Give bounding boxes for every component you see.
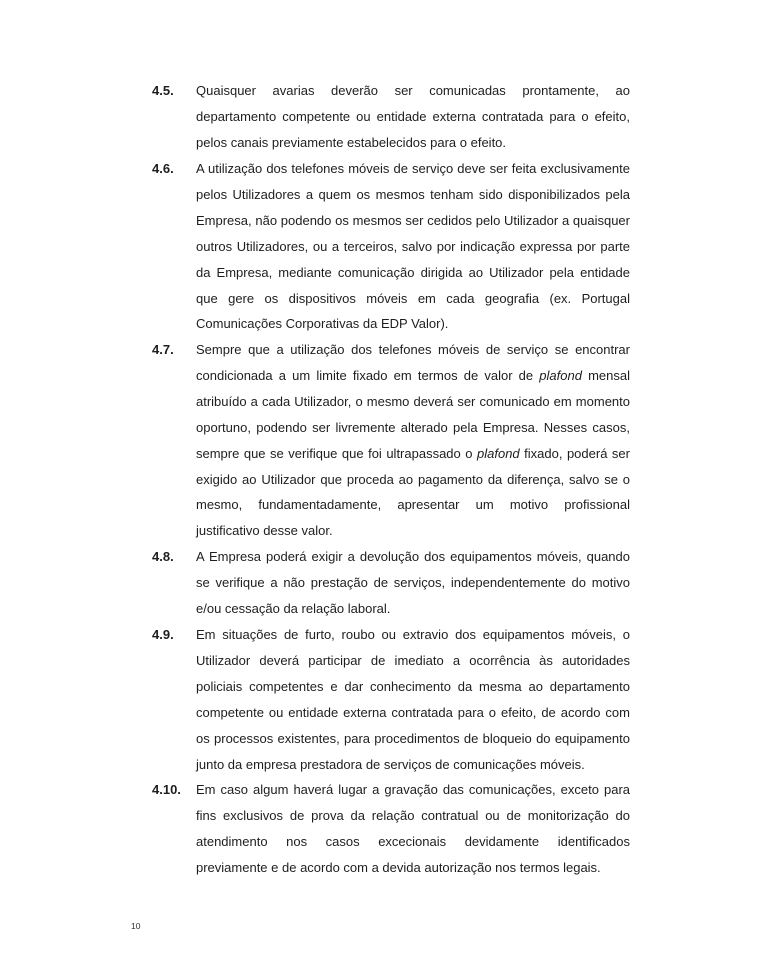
page-number: 10 <box>131 921 141 931</box>
clause-text-part: mensal atribuído a cada Utilizador, o mesmo deverá ser comunicado em momento oportuno, podendo ser livremente alterado pela Empresa. Nesses casos, sempre que se verifique que foi ultrapassado o <box>196 367 630 461</box>
clause-number: 4.8. <box>152 549 174 564</box>
clause-text: A utilização dos telefones móveis de serviço deve ser feita exclusivamente pelos Utilizadores a quem os mesmos tenham sido disponibilizados pela Empresa, não podendo os mesmos ser cedidos pelo Utilizador a quaisquer outros Utilizadores, ou a terceiros, salvo por indicação expressa por parte da Empresa, mediante comunicação dirigida ao Utilizador pela entidade que gere os dispositivos móveis em cada geografia (ex. Portugal Comunicações Corporativas da EDP Valor). <box>196 161 630 332</box>
clause-text: Em situações de furto, roubo ou extravio dos equipamentos móveis, o Utilizador deverá participar de imediato a ocorrência às autoridades policiais competentes e dar conhecimento da mesma ao departamento competente ou entidade externa contratada para o efeito, de acordo com os processos existentes, para procedimentos de bloqueio do equipamento junto da empresa prestadora de serviços de comunicações móveis. <box>196 627 630 772</box>
emphasis-term: plafond <box>477 445 520 461</box>
clause-number: 4.7. <box>152 342 174 357</box>
clause-text <box>196 337 630 544</box>
clause-text: Quaisquer avarias deverão ser comunicadas prontamente, ao departamento competente ou entidade externa contratada para o efeito, pelos canais previamente estabelecidos para o efeito. <box>196 83 630 150</box>
clause-number: 4.9. <box>152 627 174 642</box>
clause-number: 4.5. <box>152 83 174 98</box>
clause-number: 4.6. <box>152 161 174 176</box>
clause-text-part: Sempre que a utilização dos telefones móveis de serviço se encontrar condicionada a um limite fixado em termos de valor de <box>196 342 630 383</box>
clause-number: 4.10. <box>152 782 181 797</box>
clause-text-part: fixado, poderá ser exigido ao Utilizador que proceda ao pagamento da diferença, salvo se o mesmo, fundamentadamente, apresentar um motivo profissional justificativo desse valor. <box>196 445 630 539</box>
clause-text: A Empresa poderá exigir a devolução dos equipamentos móveis, quando se verifique a não prestação de serviços, independentemente do motivo e/ou cessação da relação laboral. <box>196 549 630 616</box>
emphasis-term: plafond <box>539 367 582 383</box>
clause-text: Em caso algum haverá lugar a gravação das comunicações, exceto para fins exclusivos de prova da relação contratual ou de monitorização do atendimento nos casos excecionais devidamente identificados previamente e de acordo com a devida autorização nos termos legais. <box>196 782 630 875</box>
